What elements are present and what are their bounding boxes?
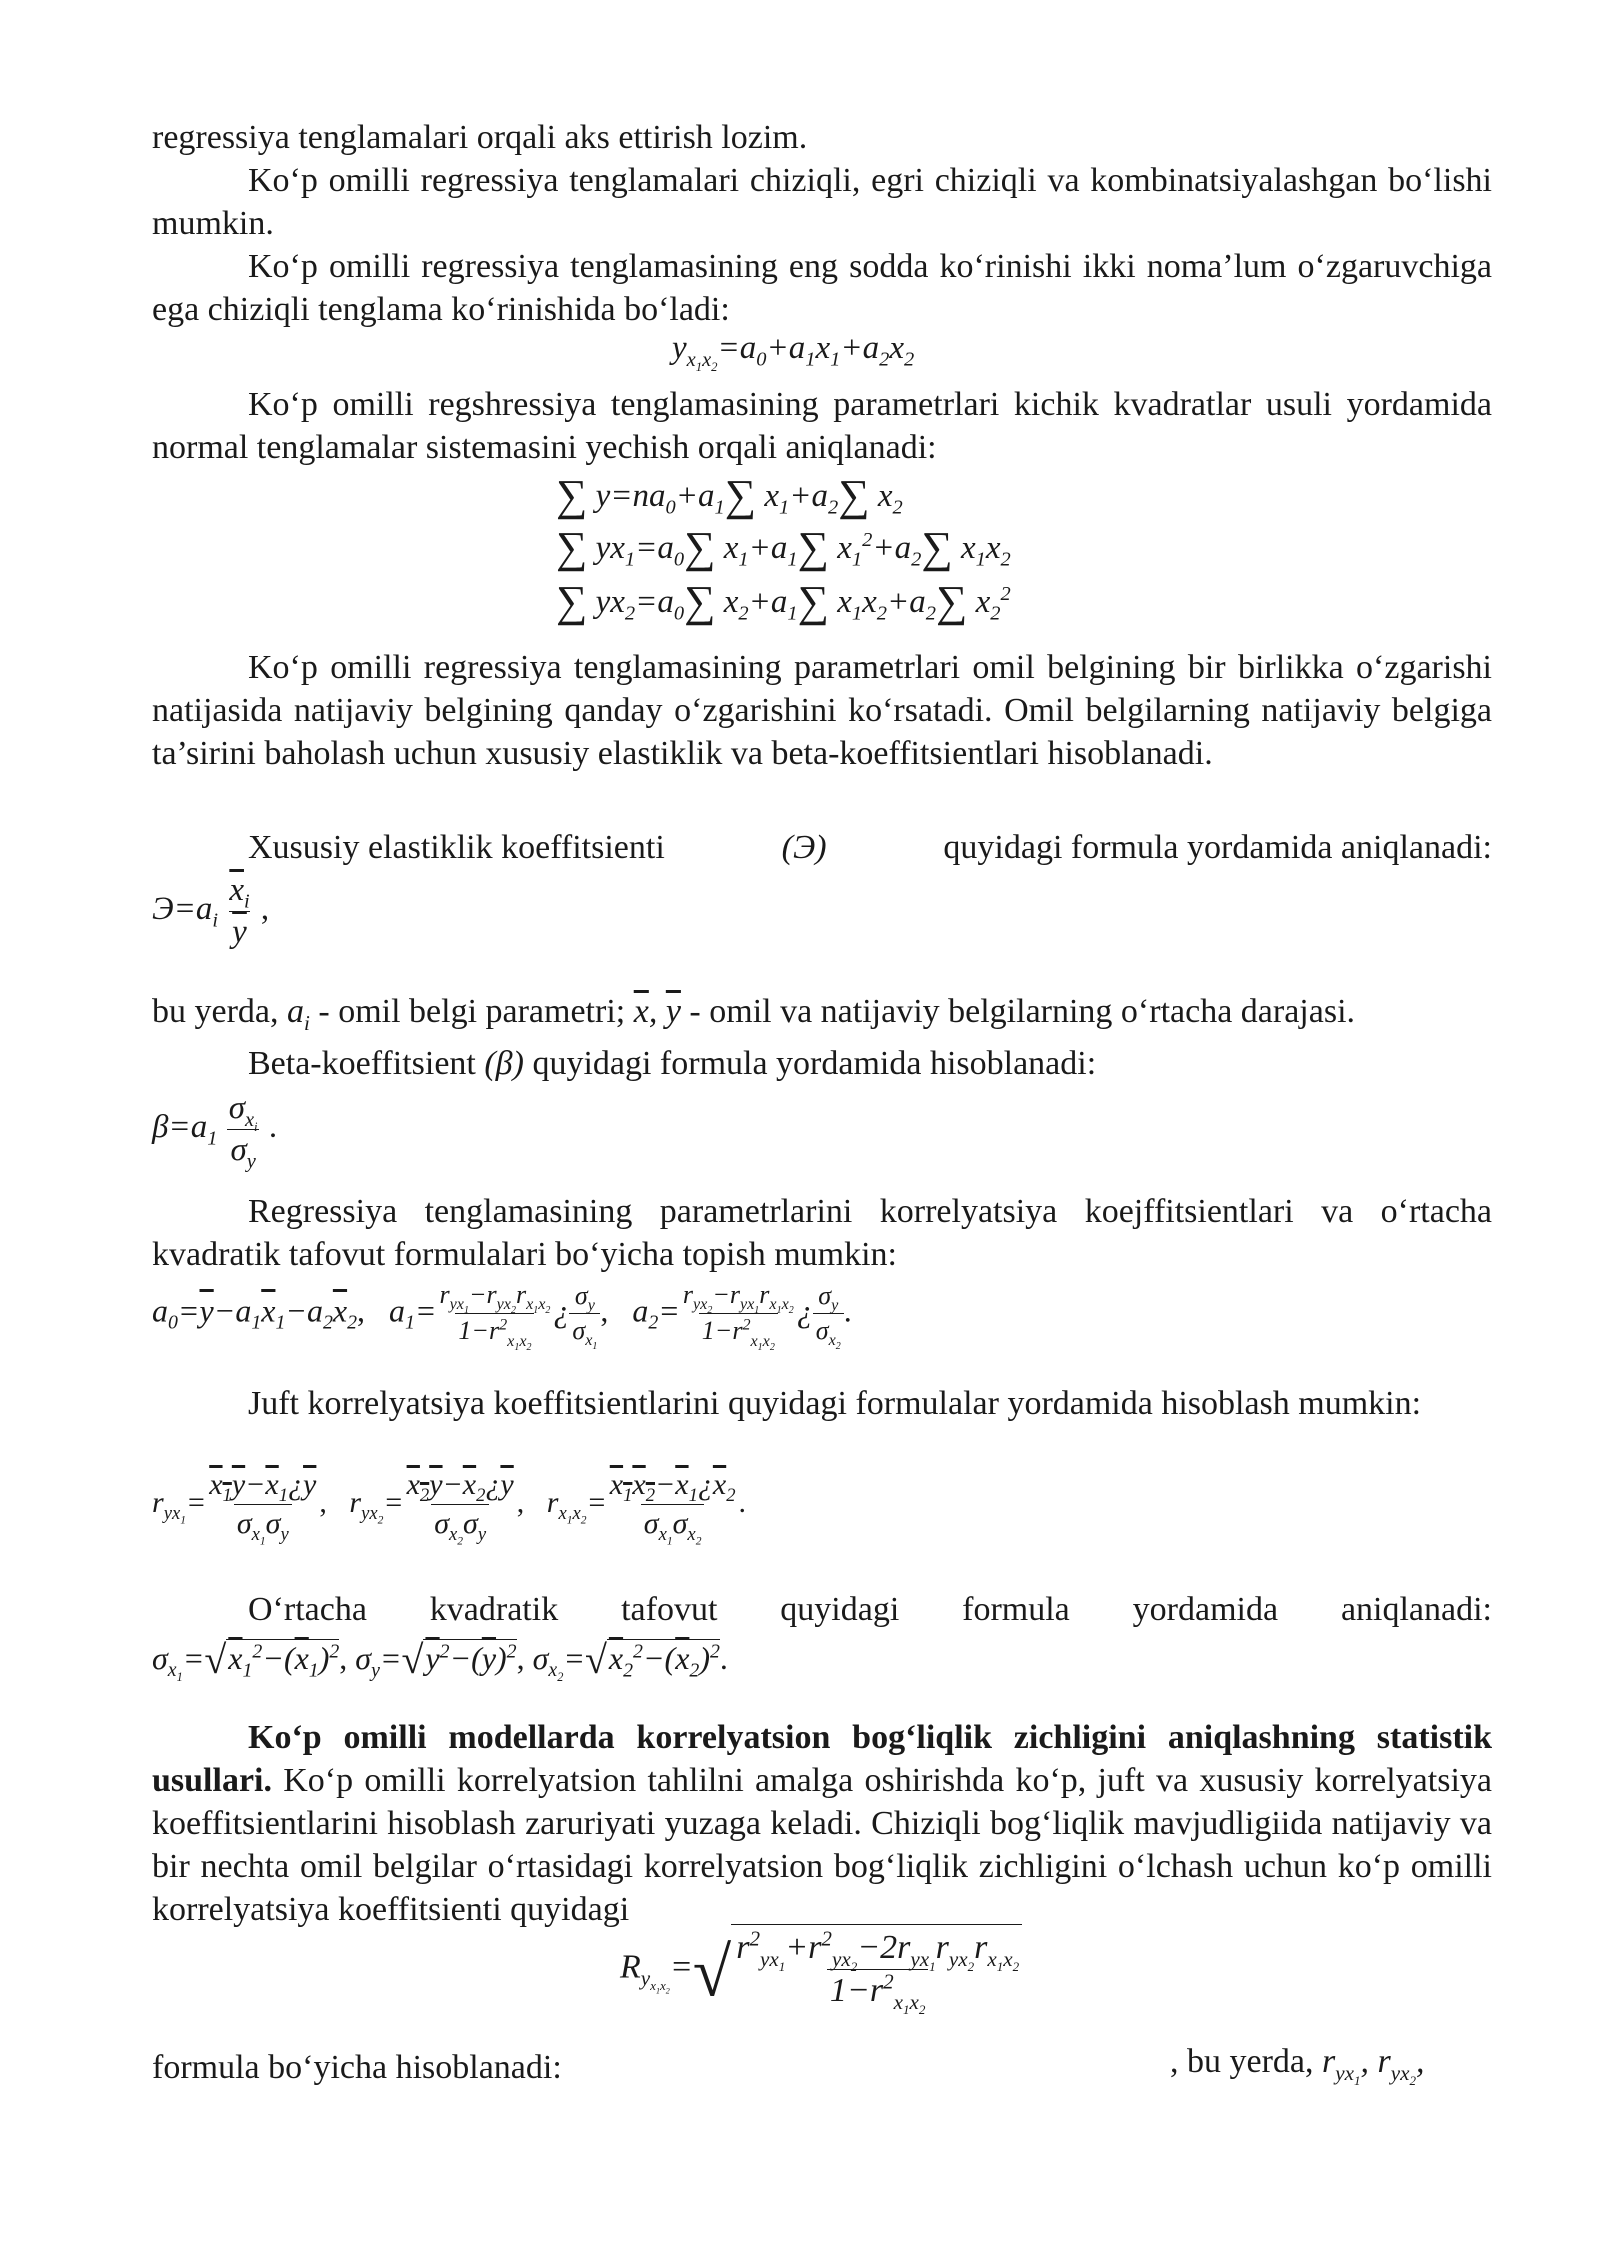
formula-linear-regression: $y_{x_1x_2}=a_0+a_1x_1+a_2x_2$ (672, 330, 915, 374)
formula-standard-deviation: $\sigma_{x_1}=√x_1^2-(\overline{x}_1)^2$, $\sigma_y=√y^2-(\overline{y})^2$, $\sigma_{x_2}=√x_2^2-(\overline{x}_2)^2$. (152, 1637, 728, 1685)
beta-symbol: (β) (484, 1045, 524, 1082)
paragraph-2: Ko‘p omilli regressiya tenglamalari chiziqli, egri chiziqli va kombinatsiyalashgan bo‘lishi mumkin. (152, 162, 1492, 242)
paragraph-3: Ko‘p omilli regressiya tenglamasining eng sodda ko‘rinishi ikki noma’lum o‘zgaruvchiga ega chiziqli tenglama ko‘rinishida bo‘ladi: (152, 248, 1492, 328)
paragraph-4: Ko‘p omilli regshressiya tenglamasining parametrlari kichik kvadratlar usuli yordamida normal tenglamalar sistemasini yechish orqali aniqlanadi: (152, 386, 1492, 466)
formula-normal-eq-2: ∑ $yx_1=a_0\sum$ $x_1+a_1\sum$ $x_1^2+a_2\sum$ $x_1x_2$ (556, 523, 1011, 572)
paragraph-12: Ko‘p omilli modellarda korrelyatsion bog‘liqlik zichligini aniqlashning statistik usullari. Ko‘p omilli korrelyatsion tahlilni amalga oshirishda ko‘p, juft va xususiy korrelyatsiya koeffitsientlarini hisoblash zaruriyati yuzaga keladi. Chiziqli bog‘liqlik mavjudligiida natijaviy va bir nechta omil belgilar o‘rtasidagi korrelyatsion bog‘liqlik zichligini o‘lchash uchun ko‘p omilli korrelyatsiya koeffitsienti quyidagi (152, 1719, 1492, 1928)
formula-normal-eq-3: ∑ $yx_2=a_0\sum$ $x_2+a_1\sum$ $x_1x_2+a_2\sum$ $x_2^2$ (556, 577, 1011, 626)
formula-parameters: $a_0=\overline{y}-a_1\overline{x}_1-a_2\overline{x}_2$, $a_1=$ $\frac{r_{yx_1}-r_{yx_2}r_{x_1x_2}}{1-r^2_{x_1x_2}}$ ¿ $\frac{\sigma_y}{\sigma_{x_1}}$ , $a_2=$ $\frac{r_{yx_2}-r_{yx_1}r_{x_1x_2}}{1-r^2_{x_1x_2}}$ ¿ $\frac{\sigma_y}{\sigma_{x_2}}$ . (152, 1280, 852, 1353)
formula-multiple-correlation: $R_{y_{x_1x_2}}=√$ $\frac{r^2_{yx_1}+r^2_{yx_2}-2r_{yx_1}r_{yx_2}r_{x_1x_2}}{1-r^2_{x_1x_2}}$ (620, 1924, 1022, 2013)
paragraph-10: Juft korrelyatsiya koeffitsientlarini quyidagi formulalar yordamida hisoblash mumkin: (248, 1385, 1422, 1422)
formula-beta: $\beta=a_1$ $\frac{\sigma_{x_i}}{\sigma_y}$ . (152, 1090, 278, 1173)
paragraph-9: Regressiya tenglamasining parametrlarini korrelyatsiya koejffitsientlari va o‘rtacha kvadratik tafovut formulalari bo‘yicha topish mumkin: (152, 1193, 1492, 1273)
paragraph-1: regressiya tenglamalari orqali aks ettirish lozim. (152, 119, 808, 156)
parameter-symbol: $a_i$ (287, 993, 310, 1035)
paragraph-13-start: formula bo‘yicha hisoblanadi: (152, 2049, 562, 2086)
paragraph-8: Beta-koeffitsient (β) quyidagi formula yordamida hisoblanadi: (248, 1045, 1097, 1082)
formula-normal-eq-1: ∑ $y=na_0+a_1\sum$ $x_1+a_2\sum$ $x_2$ (556, 471, 903, 520)
paragraph-11: O‘rtacha kvadratik tafovut quyidagi formula yordamida aniqlanadi: (248, 1591, 1492, 1628)
formula-elasticity: $Э=a_i$ $\frac{\overline{x}_i}{y}$ , (152, 872, 270, 950)
correlation-symbols: $r_{yx_1}$, $r_{yx_2}$, (1322, 2043, 1425, 2088)
paragraph-6: Xususiy elastiklik koeffitsienti (Э) quyidagi formula yordamida aniqlanadi: (152, 826, 1492, 869)
elasticity-symbol: (Э) (781, 829, 827, 866)
paragraph-13-end: , bu yerda, $r_{yx_1}$, $r_{yx_2}$, (1170, 2043, 1425, 2088)
paragraph-5: Ko‘p omilli regressiya tenglamasining parametrlari omil belgining bir birlikka o‘zgarishi natijasida natijaviy belgining qanday o‘zgarishini ko‘rsatadi. Omil belgilarning natijaviy belgiga ta’sirini baholash uchun xususiy elastiklik va beta-koeffitsientlari hisoblanadi. (152, 649, 1492, 772)
paragraph-7: bu yerda, $a_i$ - omil belgi parametri; $\overline{x}$, $\overline{y}$ - omil va natijaviy belgilarning o‘rtacha darajasi. (152, 993, 1356, 1035)
mean-symbols: $\overline{x}$, $\overline{y}$ (633, 993, 681, 1030)
formula-pair-correlation: $r_{yx_1}=$ $\frac{x_1y-\overline{x}_1¿\overline{y}}{\sigma_{x_1}\sigma_y}$ , $r_{yx_2}=$ $\frac{x_2y-\overline{x}_2¿\overline{y}}{\sigma_{x_2}\sigma_y}$ , $r_{x_1x_2}=$ $\frac{x_1x_2-\overline{x}_1¿\overline{x}_2}{\sigma_{x_1}\sigma_{x_2}}$ . (152, 1468, 746, 1548)
